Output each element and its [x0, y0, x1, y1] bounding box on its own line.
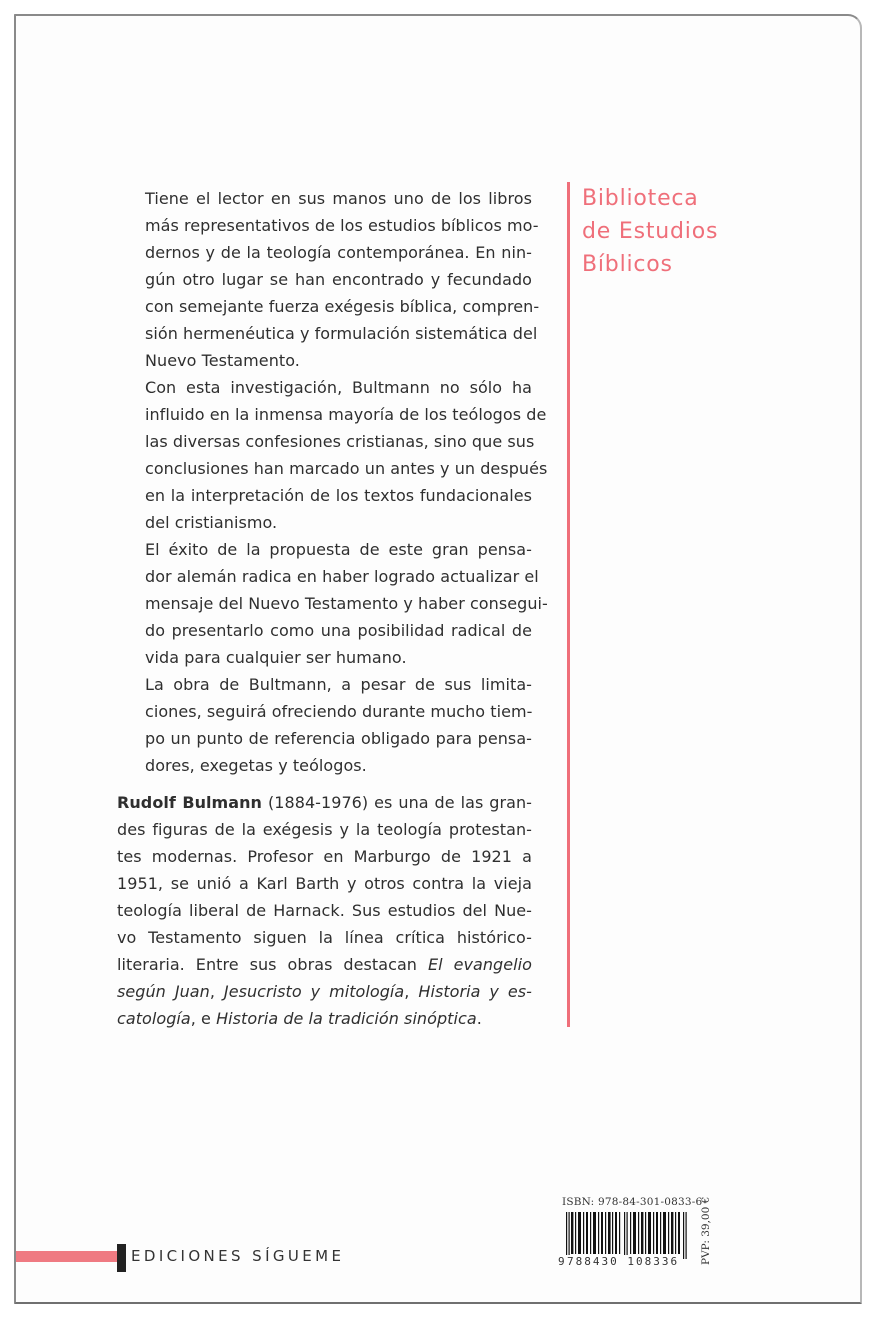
work-title-historia-escatologia: Historia y es- [418, 982, 532, 1001]
work-title-jesucristo: Jesucristo y mitología [223, 982, 405, 1001]
publisher-name: EDICIONES SÍGUEME [131, 1247, 345, 1265]
work-title-escatologia-cont: catología [117, 1009, 191, 1028]
work-title-evangelio: El evangelio [427, 955, 532, 974]
barcode-icon [562, 1212, 692, 1259]
synopsis-paragraph-1: Tiene el lector en sus manos uno de los libros más representativos de los estudios bíblicos mo- dernos y de la teología contemporánea. En nin- gún otro lugar se han encontrado y fecundado con semejante fuerza exégesis bíblica, compren- sión hermenéutica y formulación sistemática del Nuevo Testamento. [145, 189, 540, 370]
series-line-1: Biblioteca [582, 186, 699, 211]
work-title-tradicion-sinoptica: Historia de la tradición sinóptica [216, 1009, 477, 1028]
series-line-2: de Estudios [582, 219, 719, 244]
publisher-accent-bar [16, 1251, 117, 1262]
price-label: PVP: 39,00 € [700, 1196, 712, 1265]
author-name: Rudolf Bulmann [117, 793, 263, 812]
synopsis-paragraph-2: Con esta investigación, Bultmann no sólo ha influido en la inmensa mayoría de los teólogos de las diversas confesiones cristianas, sino que sus conclusiones han marcado un antes y un después en la interpretación de los textos fundacionales del cristianismo. [145, 378, 548, 532]
series-title [567, 182, 767, 1027]
isbn-label: ISBN: 978-84-301-0833-6 [562, 1196, 703, 1208]
synopsis-paragraph-4: La obra de Bultmann, a pesar de sus limita- ciones, seguirá ofreciendo durante mucho tiem- po un punto de referencia obligado para pensa- dores, exegetas y teólogos. [145, 675, 533, 775]
publisher-mark [117, 1244, 126, 1272]
synopsis-text [117, 185, 548, 1032]
synopsis-paragraph-3: El éxito de la propuesta de este gran pensa- dor alemán radica en haber logrado actualizar el mensaje del Nuevo Testamento y haber consegui- do presentarlo como una posibilidad radical de vida para cualquier ser humano. [145, 540, 548, 667]
work-title-evangelio-cont: según Juan [117, 982, 210, 1001]
series-line-3: Bíblicos [582, 252, 673, 277]
barcode-digits: 9 788430 108336 [558, 1255, 680, 1268]
author-bio: Rudolf Bulmann (1884-1976) es una de las gran- des figuras de la exégesis y la teología protestan- tes modernas. Profesor en Marburgo de 1921 a 1951, se unió a Karl Barth y otros contra la vieja teología liberal de Harnack. Sus estudios del Nue- vo Testamento siguen la línea crítica histórico- literaria. Entre sus obras destacan El evangelio según Juan, Jesucristo y mitología, Historia y es- catología, e Historia de la tradición sinóptica. [117, 793, 532, 1028]
